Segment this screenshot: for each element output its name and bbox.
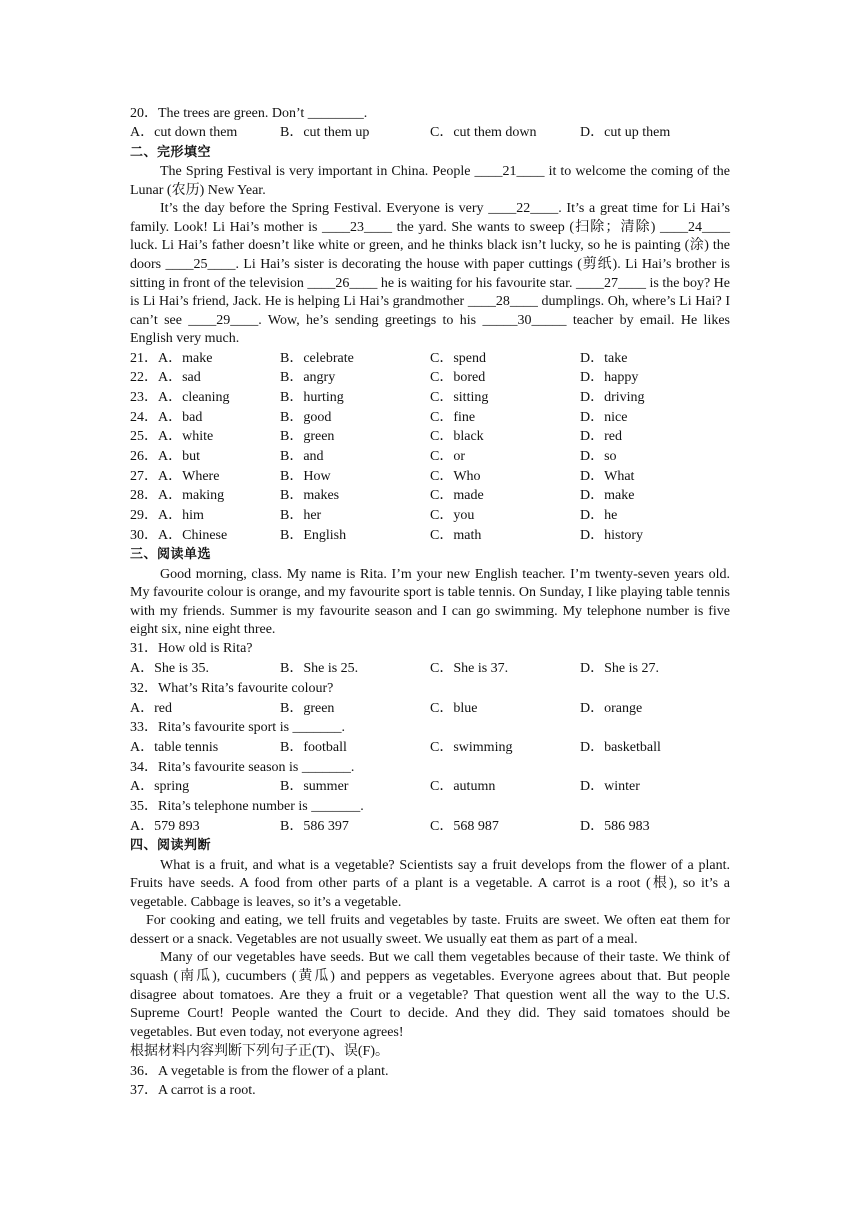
cloze-row-23: [130, 388, 730, 408]
question-20-options: [130, 124, 730, 144]
option-d: D．driving: [580, 389, 645, 405]
option-c: C．bored: [430, 370, 486, 386]
option-b: B．586 397: [280, 818, 349, 834]
option-b: B．How: [280, 468, 331, 484]
option-a: 29．A．him: [130, 508, 204, 524]
option-c: C．spend: [430, 350, 486, 366]
question-stem: 35．Rita’s telephone number is _______.: [130, 798, 364, 814]
question-stem: 31．How old is Rita?: [130, 641, 253, 657]
option-c: C．568 987: [430, 818, 499, 834]
option-a: 28．A．making: [130, 488, 225, 504]
question-36: 36．A vegetable is from the flower of a plant.: [130, 1063, 389, 1079]
question-33-options: [130, 738, 730, 758]
question-32-options: [130, 699, 730, 719]
option-c: C．swimming: [430, 739, 513, 755]
true-false-instruction: 根据材料内容判断下列句子正(T)、误(F)。: [130, 1043, 389, 1059]
option-a: A．579 893: [130, 818, 200, 834]
option-b: B．green: [280, 429, 335, 445]
option-a: 24．A．bad: [130, 409, 203, 425]
option-c: C．you: [430, 508, 475, 524]
option-d: D．She is 27.: [580, 661, 659, 677]
option-c: C．black: [430, 429, 484, 445]
option-a: A．spring: [130, 779, 190, 795]
option-a: A．cut down them: [130, 125, 238, 141]
option-b: B．cut them up: [280, 125, 370, 141]
question-stem: 20．The trees are green. Don’t ________.: [130, 105, 368, 121]
option-a: 26．A．but: [130, 448, 200, 464]
cloze-row-27: [130, 467, 730, 487]
exam-page: [130, 104, 730, 1102]
question-stem: 34．Rita’s favourite season is _______.: [130, 759, 355, 775]
cloze-row-30: [130, 526, 730, 546]
option-d: D．red: [580, 429, 622, 445]
option-d: D．cut up them: [580, 125, 671, 141]
option-d: D．nice: [580, 409, 628, 425]
cloze-row-28: [130, 487, 730, 507]
option-a: A．red: [130, 700, 172, 716]
option-c: C．fine: [430, 409, 476, 425]
section-title-true-false: 四、阅读判断: [130, 838, 212, 854]
option-c: C．or: [430, 448, 465, 464]
option-c: C．cut them down: [430, 125, 537, 141]
cloze-paragraph-2: It’s the day before the Spring Festival. Everyone is very ____22____. It’s a great time for Li Hai’s family. Look! Li Hai’s mother is ____23____ the yard. She wants to sweep (扫除；清除) ____24____ luck. Li Hai’s father doesn’t like white or green, and he thinks black isn’t lucky, so he is painting (涂) the doors ____25____. Li Hai’s sister is decorating the house with paper cuttings (剪纸). Li Hai’s brother is sitting in front of the television ____26____ he is waiting for his favourite star. ____27____ is the boy? He is Li Hai’s friend, Jack. He is helping Li Hai’s grandmother ____28____ dumplings. Oh, where’s Li Hai? I can’t see ____29____. Wow, he’s sending greetings to his _____30_____ teacher by email. He likes English very much.: [130, 201, 730, 347]
option-d: D．so: [580, 448, 617, 464]
option-a: A．table tennis: [130, 739, 219, 755]
cloze-row-22: [130, 369, 730, 389]
option-d: D．happy: [580, 370, 639, 386]
cloze-row-26: [130, 447, 730, 467]
cloze-paragraph-1: The Spring Festival is very important in China. People ____21____ it to welcome the coming of the Lunar (农历) New Year.: [130, 164, 730, 198]
option-c: C．made: [430, 488, 484, 504]
option-b: B．football: [280, 739, 347, 755]
question-35: [130, 797, 730, 817]
cloze-options-list: [130, 349, 730, 546]
option-b: B．summer: [280, 779, 349, 795]
question-stem: 33．Rita’s favourite sport is _______.: [130, 720, 346, 736]
option-b: B．her: [280, 508, 322, 524]
option-d: D．orange: [580, 700, 643, 716]
question-31: [130, 640, 730, 660]
section-title-reading-choice: 三、阅读单选: [130, 547, 212, 563]
option-a: 23．A．cleaning: [130, 389, 230, 405]
question-34: [130, 758, 730, 778]
cloze-row-24: [130, 408, 730, 428]
option-d: D．winter: [580, 779, 640, 795]
reading-paragraph-1: What is a fruit, and what is a vegetable? Scientists say a fruit develops from the flower of a plant. Fruits have seeds. A food from other parts of a plant is a vegetable. A carrot is a root (根), so it’s a vegetable. Cabbage is leaves, so it’s a vegetable.: [130, 857, 730, 910]
reading-paragraph-2: For cooking and eating, we tell fruits and vegetables by taste. Fruits are sweet. We often eat them for dessert or a snack. Vegetables are not usually sweet. We usually eat them as part of a meal.: [130, 913, 730, 947]
option-c: C．sitting: [430, 389, 489, 405]
option-b: B．and: [280, 448, 324, 464]
section-title-cloze: 二、完形填空: [130, 144, 212, 160]
option-a: 21．A．make: [130, 350, 213, 366]
reading-paragraph-3: Many of our vegetables have seeds. But we call them vegetables because of their taste. We think of squash (南瓜), cucumbers (黄瓜) and peppers as vegetables. Everyone agrees about that. But people disagree about tomatoes. Are they a fruit or a vegetable? That question went all the way to the U.S. Supreme Court! People wanted the Court to decide. And they did. They said tomatoes should be vegetables. But even today, not everyone agrees!: [130, 950, 730, 1040]
option-c: C．math: [430, 527, 482, 543]
option-a: 27．A．Where: [130, 468, 220, 484]
option-b: B．English: [280, 527, 347, 543]
option-c: C．She is 37.: [430, 661, 509, 677]
option-d: D．586 983: [580, 818, 650, 834]
option-d: D．What: [580, 468, 635, 484]
option-b: B．angry: [280, 370, 336, 386]
option-b: B．hurting: [280, 389, 344, 405]
cloze-row-29: [130, 507, 730, 527]
option-a: 25．A．white: [130, 429, 214, 445]
option-b: B．green: [280, 700, 335, 716]
option-a: A．She is 35.: [130, 661, 209, 677]
reading-passage: Good morning, class. My name is Rita. I’m your new English teacher. I’m twenty-seven years old. My favourite colour is orange, and my favourite sport is table tennis. On Sunday, I like playing table tennis with my friends. Summer is my favourite season and I can go swimming. My telephone number is five eight six, nine eight three.: [130, 566, 730, 638]
question-35-options: [130, 817, 730, 837]
option-d: D．take: [580, 350, 628, 366]
option-a: 30．A．Chinese: [130, 527, 228, 543]
option-b: B．good: [280, 409, 332, 425]
question-31-options: [130, 660, 730, 680]
option-b: B．makes: [280, 488, 340, 504]
option-b: B．She is 25.: [280, 661, 359, 677]
option-d: D．make: [580, 488, 635, 504]
option-c: C．autumn: [430, 779, 496, 795]
cloze-row-25: [130, 428, 730, 448]
option-c: C．blue: [430, 700, 478, 716]
option-d: D．basketball: [580, 739, 661, 755]
question-20: [130, 104, 730, 124]
question-37: 37．A carrot is a root.: [130, 1083, 256, 1099]
question-stem: 32．What’s Rita’s favourite colour?: [130, 680, 334, 696]
option-a: 22．A．sad: [130, 370, 201, 386]
option-d: D．history: [580, 527, 643, 543]
cloze-row-21: [130, 349, 730, 369]
question-33: [130, 719, 730, 739]
question-34-options: [130, 778, 730, 798]
option-b: B．celebrate: [280, 350, 354, 366]
option-c: C．Who: [430, 468, 481, 484]
question-32: [130, 679, 730, 699]
option-d: D．he: [580, 508, 618, 524]
